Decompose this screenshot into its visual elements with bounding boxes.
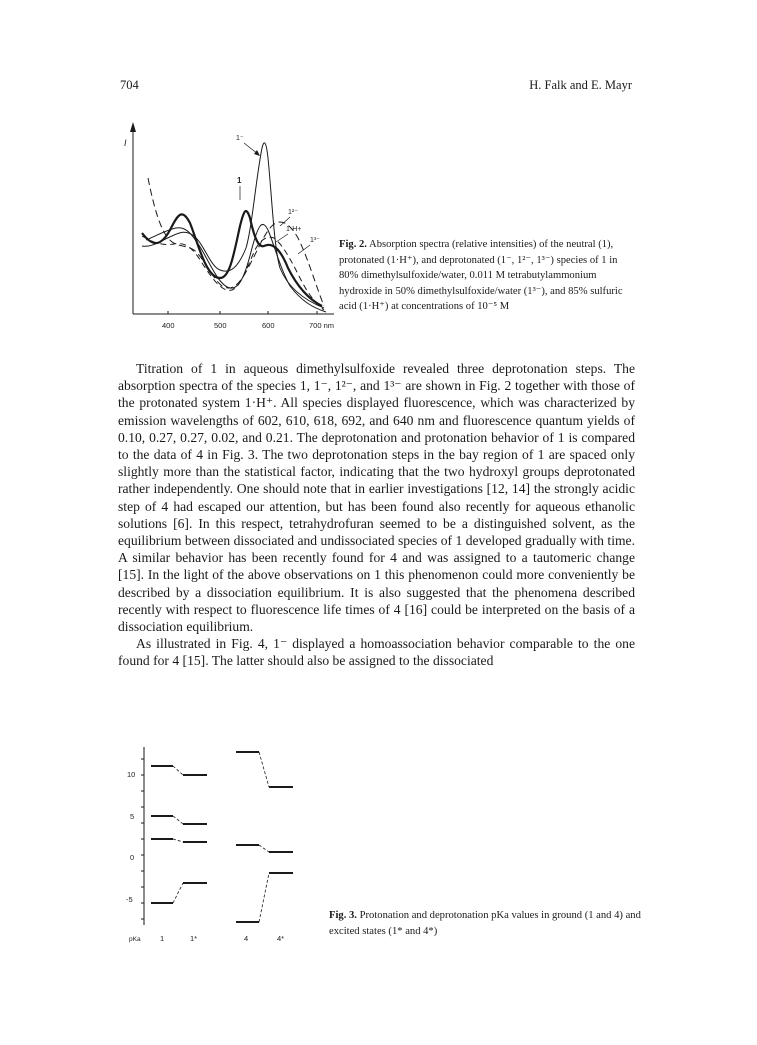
x-label-4: 4 xyxy=(244,934,249,943)
x-label-pka: pKa xyxy=(129,936,141,943)
page-number: 704 xyxy=(120,78,139,92)
x-label-4-star: 4* xyxy=(277,934,285,943)
paragraph-1: Titration of 1 in aqueous dimethylsulfoxide revealed three deprotonation steps. The absorption spectra of the species 1, 1⁻, 1²⁻, and 1³⁻ are shown in Fig. 2 together with those of the protonated system 1·H⁺. All species displayed fluorescence, which was characterized by emission wavelengths of 602, 610, 618, 692, and 640 nm and fluorescence quantum yields of 0.10, 0.27, 0.27, 0.02, and 0.21. The deprotonation and protonation behavior of 1 is compared to the data of 4 in Fig. 3. The two deprotonation steps in the bay region of 1 are spaced only slightly more than the statistical factor, indicating that the two hydroxyl groups deprotonated rather independently. One should note that in earlier investigations [12, 14] the strongly acidic step of 4 had escaped our attention, but has been found also recently for aqueous ethanolic solutions [6]. In this respect, tetrahydrofuran seemed to be a distinguished solvent, as the equilibrium between dissociated and undissociated species of 1 developed gradually with time. A similar behavior has been recently found for 4 and was assigned to a tautomeric change [15]. In the light of the above observations on 1 this phenomenon could more conveniently be described by a dissociation equilibrium. It is also suggested that the phenomena described recently with respect to fluorescence life times of 4 [16] could be interpreted on the basis of a dissociation equilibrium. xyxy=(118,361,635,635)
y-axis-arrow-icon xyxy=(130,122,136,132)
figure-2-caption-label: Fig. 2. xyxy=(339,239,367,250)
x-tick-700: 700 nm xyxy=(309,321,335,330)
levels-1-excited xyxy=(183,775,207,883)
label-1-3minus: 1³⁻ xyxy=(310,237,320,244)
x-label-1-star: 1* xyxy=(190,934,198,943)
levels-4-ground xyxy=(236,752,259,922)
label-neutral: 1 xyxy=(237,176,242,185)
levels-4-excited xyxy=(269,787,293,873)
figure-2-spectra xyxy=(112,118,342,338)
y-tick-10: 10 xyxy=(127,770,136,779)
running-header-authors: H. Falk and E. Mayr xyxy=(529,78,632,92)
x-label-1: 1 xyxy=(160,934,165,943)
x-tick-500: 500 xyxy=(214,321,227,330)
connectors-4 xyxy=(259,752,269,922)
x-tick-600: 600 xyxy=(262,321,275,330)
figure-3-caption-text: Protonation and deprotonation pKa values in ground (1 and 4) and excited states (1* and 4*) xyxy=(329,910,641,937)
figure-3-pka-diagram xyxy=(115,735,315,945)
y-tick-0: 0 xyxy=(130,853,135,862)
x-tick-400: 400 xyxy=(162,321,175,330)
y-tick-minus5: -5 xyxy=(126,895,133,904)
levels-1-ground xyxy=(151,766,173,903)
y-axis-label: I xyxy=(124,138,127,148)
label-1-minus: 1⁻ xyxy=(236,135,244,142)
body-text xyxy=(118,360,635,670)
figure-2-caption xyxy=(339,237,639,315)
paragraph-2: As illustrated in Fig. 4, 1⁻ displayed a homoassociation behavior comparable to the one found for 4 [15]. The latter should also be assigned to the dissociated xyxy=(118,636,635,669)
label-1-2minus: 1²⁻ xyxy=(288,209,298,216)
curve-protonated xyxy=(142,236,324,310)
connectors-1 xyxy=(173,766,183,903)
label-protonated: 1·H+ xyxy=(286,226,302,233)
y-tick-5: 5 xyxy=(130,812,135,821)
figure-3-caption-label: Fig. 3. xyxy=(329,910,357,921)
figure-2-caption-text: Absorption spectra (relative intensities) of the neutral (1), protonated (1·H⁺), and deprotonated (1⁻, 1²⁻, 1³⁻) species of 1 in 80% dimethylsulfoxide/water, 0.011 M tetrabutylammonium hydroxide in 50% dimethylsulfoxide/water (1³⁻), and 85% sulfuric acid (1·H⁺) at concentrations of 10⁻⁵ M xyxy=(339,239,623,313)
curve-1-3minus xyxy=(146,224,326,312)
figure-3-caption xyxy=(329,908,649,939)
